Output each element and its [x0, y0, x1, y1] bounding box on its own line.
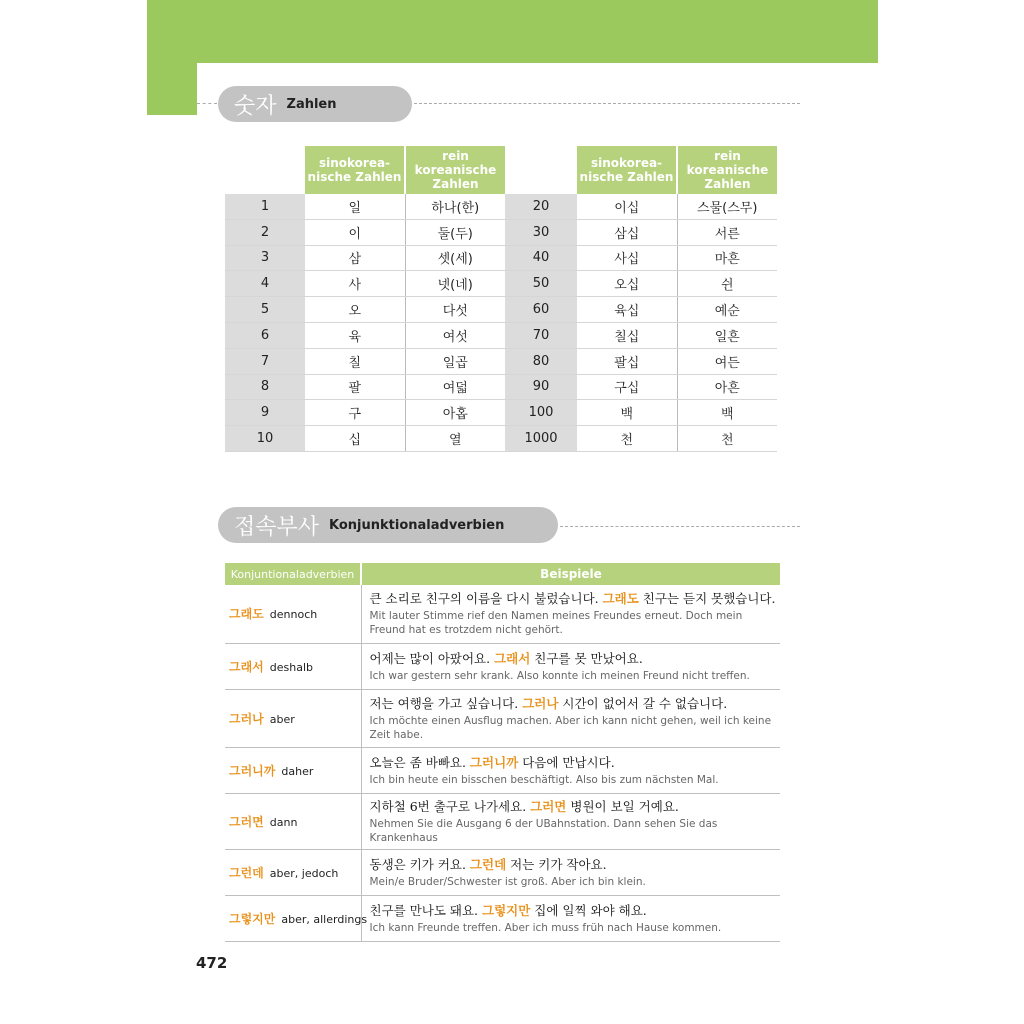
conj-word-cell	[225, 793, 361, 849]
number-digit: 6	[225, 322, 305, 348]
conj-row	[225, 793, 780, 849]
example-post: 다음에 만납시다.	[518, 754, 615, 770]
example-highlight: 그러니까	[469, 754, 519, 770]
example-cell	[361, 747, 780, 793]
section-title-de: Konjunktionaladverbien	[329, 517, 505, 533]
number-native: 아홉	[405, 400, 505, 426]
example-pre: 오늘은 좀 바빠요.	[369, 754, 470, 770]
example-pre: 지하철 6번 출구로 나가세요.	[369, 798, 531, 814]
numbers-header-row	[225, 146, 777, 194]
number-digit: 3	[225, 245, 305, 271]
number-sino: 칠십	[577, 322, 677, 348]
numbers-table	[225, 146, 777, 452]
conj-word-ko: 그래도	[229, 607, 264, 622]
example-post: 친구는 듣지 못했습니다.	[638, 591, 776, 607]
conj-word-de: deshalb	[269, 660, 314, 674]
number-native: 하나(한)	[405, 194, 505, 219]
conj-word-de: dennoch	[269, 608, 318, 622]
conj-row	[225, 689, 780, 747]
number-sino: 삼십	[577, 219, 677, 245]
number-row	[225, 245, 777, 271]
conj-word-cell	[225, 689, 361, 747]
number-digit: 4	[225, 271, 305, 297]
number-native: 열	[405, 426, 505, 452]
number-sino: 육십	[577, 297, 677, 323]
number-sino: 팔십	[577, 348, 677, 374]
example-cell	[361, 849, 780, 895]
example-korean	[370, 695, 777, 712]
number-native: 셋(세)	[405, 245, 505, 271]
number-native: 서른	[677, 219, 777, 245]
example-highlight: 그래서	[494, 650, 531, 666]
number-sino: 십	[305, 426, 405, 452]
section-title-conjunctions	[218, 507, 558, 543]
number-row	[225, 374, 777, 400]
number-sino: 이	[305, 219, 405, 245]
conjunctions-table	[225, 563, 780, 942]
divider-left-1	[197, 103, 217, 104]
example-highlight: 그런데	[469, 856, 507, 872]
conj-word-de: aber, allerdings	[281, 912, 368, 926]
conj-word-ko: 그런데	[229, 865, 264, 880]
conj-row	[225, 895, 780, 941]
divider-1	[414, 103, 800, 104]
number-native: 일흔	[677, 322, 777, 348]
number-sino: 사	[305, 271, 405, 297]
conj-word-de: aber, jedoch	[269, 866, 339, 880]
number-sino: 백	[577, 400, 677, 426]
number-sino: 천	[577, 426, 677, 452]
example-post: 친구를 못 만났어요.	[530, 650, 643, 666]
example-pre: 동생은 키가 커요.	[369, 856, 470, 872]
example-korean	[370, 650, 777, 667]
number-row	[225, 297, 777, 323]
conj-word-ko: 그러면	[229, 814, 264, 829]
number-digit: 10	[225, 426, 305, 452]
example-cell	[361, 585, 780, 643]
number-digit: 70	[505, 322, 577, 348]
number-native: 아흔	[677, 374, 777, 400]
example-highlight: 그렇지만	[482, 902, 531, 918]
number-sino: 구십	[577, 374, 677, 400]
example-korean	[370, 754, 777, 771]
number-row	[225, 322, 777, 348]
conj-row	[225, 643, 780, 689]
conj-word-ko: 그러나	[229, 711, 264, 726]
example-highlight: 그래도	[602, 591, 639, 607]
number-sino: 이십	[577, 194, 677, 219]
number-row	[225, 426, 777, 452]
example-translation: Ich möchte einen Ausflug machen. Aber ich kann nicht gehen, weil ich keine Zeit habe.	[369, 714, 772, 741]
number-native: 여덟	[405, 374, 505, 400]
header-examples: Beispiele	[361, 563, 780, 585]
example-korean	[370, 590, 777, 607]
number-row	[225, 194, 777, 219]
conj-word-cell	[225, 643, 361, 689]
number-digit: 80	[505, 348, 577, 374]
example-highlight: 그러나	[522, 695, 559, 711]
page-number: 472	[196, 954, 228, 972]
example-cell	[361, 793, 780, 849]
number-row	[225, 219, 777, 245]
example-cell	[361, 643, 780, 689]
example-cell	[361, 689, 780, 747]
conj-word-cell	[225, 747, 361, 793]
conj-word-cell	[225, 895, 368, 941]
number-sino: 사십	[577, 245, 677, 271]
example-pre: 어제는 많이 아팠어요.	[369, 650, 495, 666]
conj-row	[225, 849, 780, 895]
header-native: rein koreanische Zahlen	[677, 146, 777, 194]
number-sino: 구	[305, 400, 405, 426]
conj-word-ko: 그렇지만	[229, 911, 276, 926]
conj-row	[225, 747, 780, 793]
section-title-ko: 접속부사	[234, 514, 320, 540]
example-translation: Mein/e Bruder/Schwester ist groß. Aber ich bin klein.	[369, 875, 646, 888]
number-digit: 8	[225, 374, 305, 400]
number-digit: 7	[225, 348, 305, 374]
number-digit: 90	[505, 374, 577, 400]
example-translation: Ich kann Freunde treffen. Aber ich muss früh nach Hause kommen.	[369, 921, 722, 934]
number-digit: 5	[225, 297, 305, 323]
number-native: 백	[677, 400, 777, 426]
number-sino: 삼	[305, 245, 405, 271]
number-sino: 팔	[305, 374, 405, 400]
conj-word-de: daher	[281, 764, 314, 778]
header-sino: sinokorea-nische Zahlen	[577, 146, 677, 194]
number-digit: 1	[225, 194, 305, 219]
number-sino: 일	[305, 194, 405, 219]
number-row	[225, 348, 777, 374]
example-highlight: 그러면	[530, 798, 567, 814]
number-sino: 오십	[577, 271, 677, 297]
number-digit: 9	[225, 400, 305, 426]
conj-word-cell	[225, 585, 361, 643]
conj-word-ko: 그러니까	[229, 763, 276, 778]
number-digit: 50	[505, 271, 577, 297]
number-native: 쉰	[677, 271, 777, 297]
example-korean	[370, 856, 777, 873]
banner-tab	[147, 63, 197, 115]
section-title-ko: 숫자	[234, 93, 277, 119]
example-translation: Nehmen Sie die Ausgang 6 der UBahnstation. Dann sehen Sie das Krankenhaus	[369, 817, 718, 844]
number-native: 여든	[677, 348, 777, 374]
example-pre: 저는 여행을 가고 싶습니다.	[369, 695, 523, 711]
number-native: 다섯	[405, 297, 505, 323]
number-native: 둘(두)	[405, 219, 505, 245]
example-korean	[370, 902, 777, 919]
example-translation: Mit lauter Stimme rief den Namen meines Freundes erneut. Doch mein Freund hat es trotzdem nicht gehört.	[369, 610, 743, 637]
header-sino: sinokorea-nische Zahlen	[305, 146, 405, 194]
top-banner	[147, 0, 878, 63]
example-translation: Ich war gestern sehr krank. Also konnte ich meinen Freund nicht treffen.	[369, 669, 750, 682]
number-native: 천	[677, 426, 777, 452]
section-title-de: Zahlen	[286, 96, 337, 112]
example-post: 병원이 보일 거예요.	[566, 798, 679, 814]
number-native: 여섯	[405, 322, 505, 348]
conj-word-de: aber	[269, 712, 295, 726]
number-row	[225, 271, 777, 297]
number-native: 예순	[677, 297, 777, 323]
conj-header-row	[225, 563, 780, 585]
example-post: 저는 키가 작아요.	[506, 856, 607, 872]
header-native: rein koreanische Zahlen	[405, 146, 505, 194]
number-digit: 30	[505, 219, 577, 245]
example-cell	[361, 895, 780, 941]
example-pre: 친구를 만나도 돼요.	[369, 902, 482, 918]
number-native: 스물(스무)	[677, 194, 777, 219]
number-native: 넷(네)	[405, 271, 505, 297]
conj-word-de: dann	[269, 815, 298, 829]
example-pre: 큰 소리로 친구의 이름을 다시 불렀습니다.	[369, 591, 603, 607]
number-sino: 육	[305, 322, 405, 348]
number-digit: 100	[505, 400, 577, 426]
conj-row	[225, 585, 780, 643]
number-digit: 60	[505, 297, 577, 323]
number-row	[225, 400, 777, 426]
divider-2	[560, 526, 800, 527]
number-digit: 20	[505, 194, 577, 219]
number-digit: 2	[225, 219, 305, 245]
number-native: 마흔	[677, 245, 777, 271]
number-sino: 오	[305, 297, 405, 323]
number-sino: 칠	[305, 348, 405, 374]
example-translation: Ich bin heute ein bisschen beschäftigt. Also bis zum nächsten Mal.	[369, 773, 719, 786]
section-title-numbers	[218, 86, 412, 122]
conj-word-ko: 그래서	[229, 659, 264, 674]
header-conjunction: Konjuntionaladverbien	[225, 563, 361, 585]
example-post: 집에 일찍 와야 해요.	[530, 902, 647, 918]
conj-word-cell	[225, 849, 361, 895]
number-digit: 1000	[505, 426, 577, 452]
number-native: 일곱	[405, 348, 505, 374]
example-korean	[370, 798, 777, 815]
number-digit: 40	[505, 245, 577, 271]
example-post: 시간이 없어서 갈 수 없습니다.	[558, 695, 728, 711]
